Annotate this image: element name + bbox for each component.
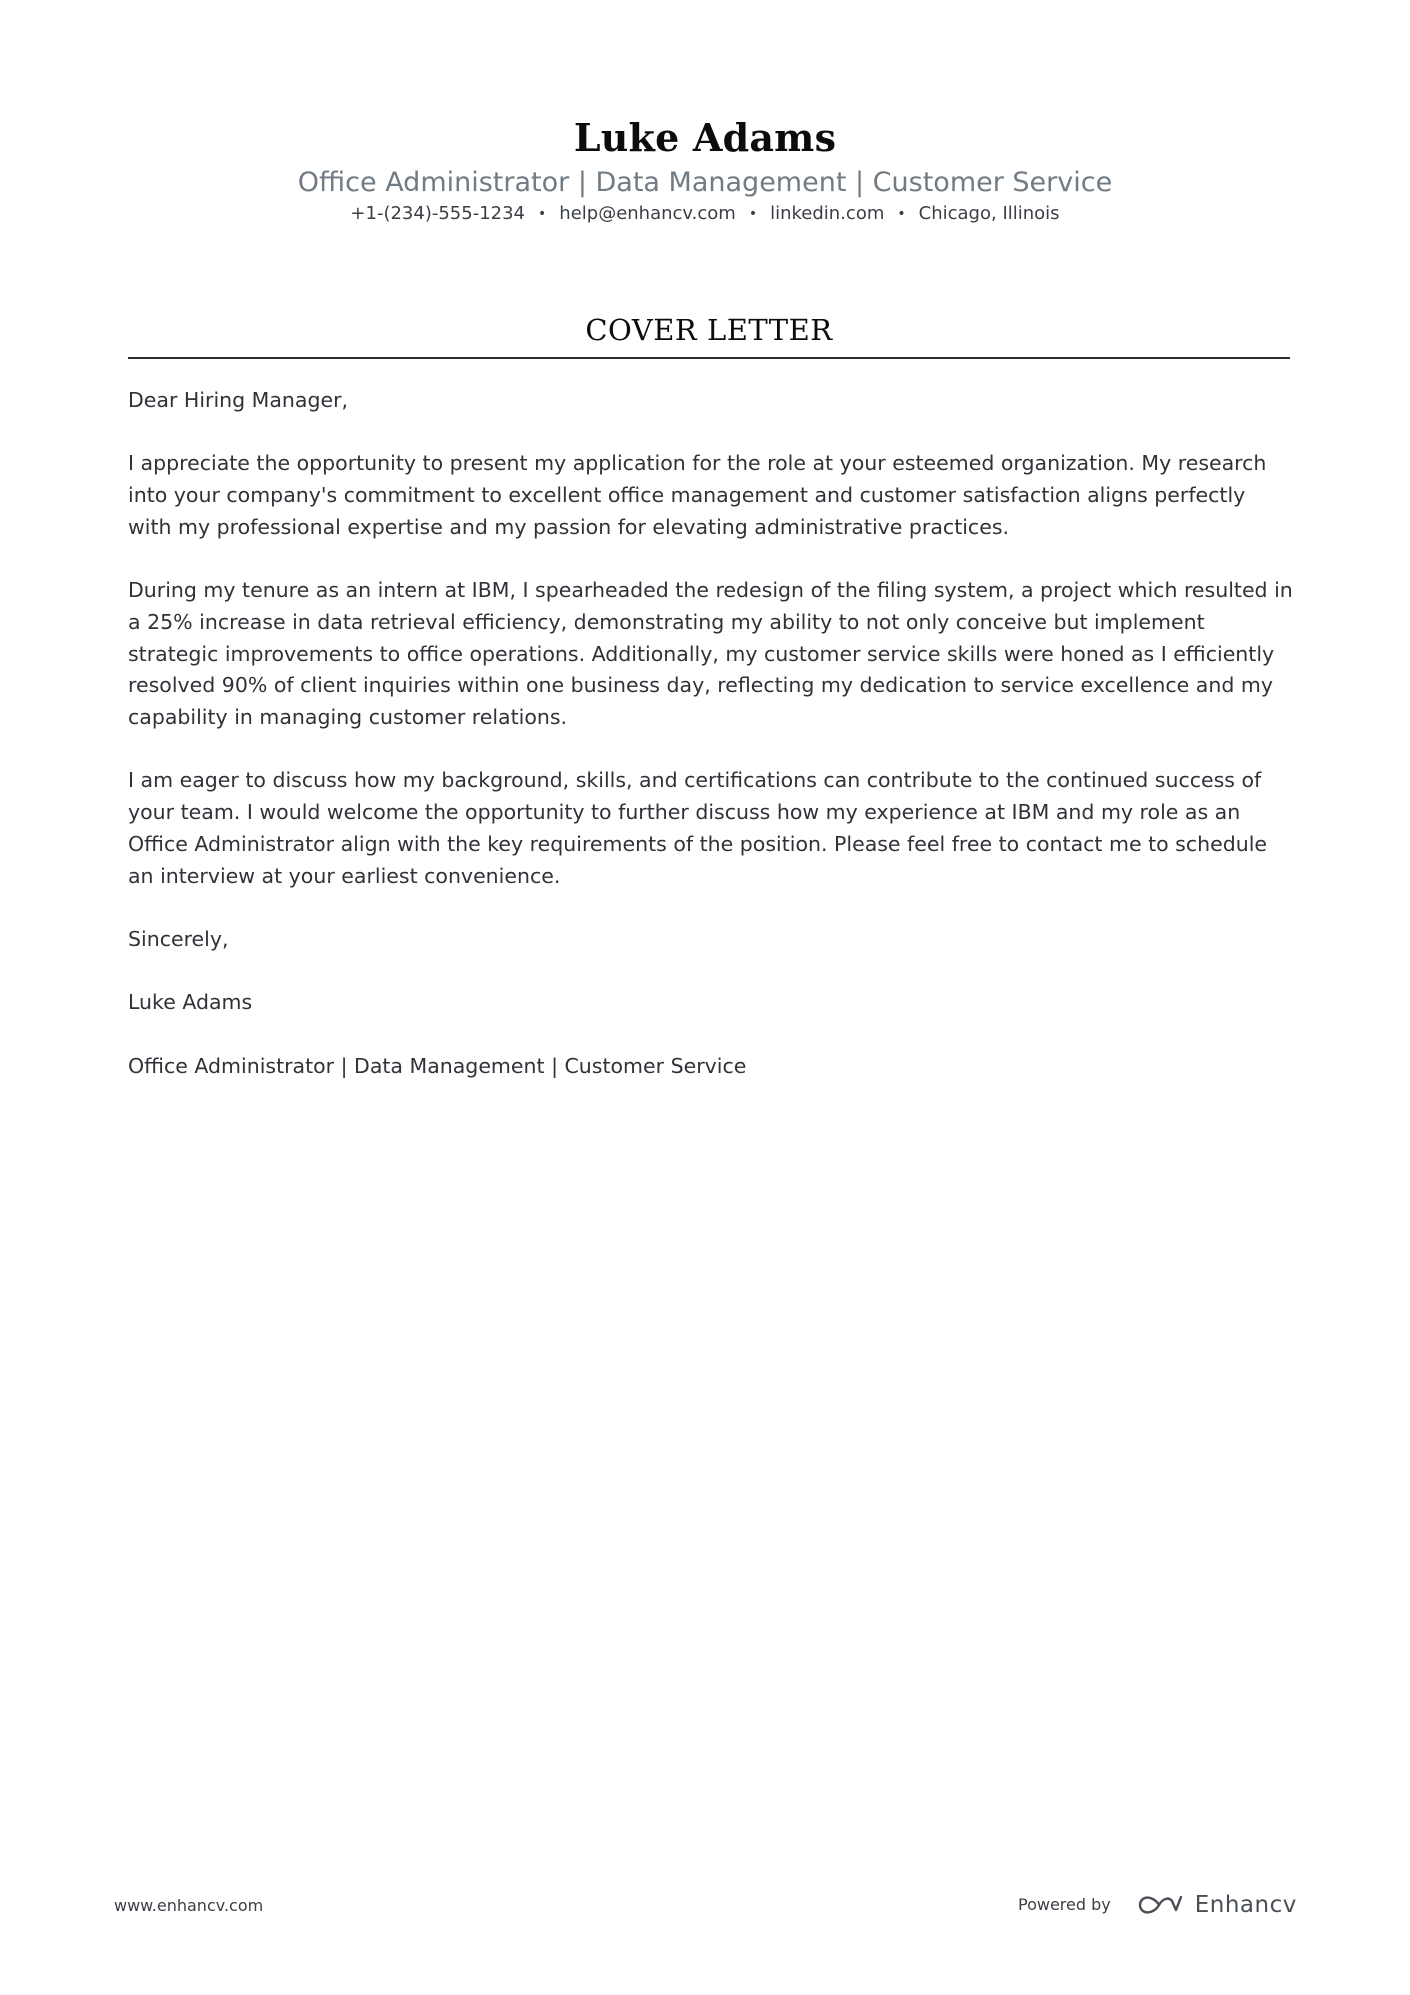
resume-header (0, 112, 1410, 227)
powered-by-label: Powered by (1018, 1895, 1111, 1914)
footer-website-link[interactable]: www.enhancv.com (114, 1896, 264, 1915)
contact-separator: • (748, 206, 758, 222)
applicant-name: Luke Adams (573, 115, 837, 160)
letter-greeting: Dear Hiring Manager, (128, 388, 349, 412)
letter-paragraph: During my tenure as an intern at IBM, I spearheaded the redesign of the filing system, a project which resulted in a 25% increase in data retrieval efficiency, demonstrating my ability to not only conceive but implement strategic improvements to office operations. Additionally, my customer service skills were honed as I efficiently resolved 90% of client inquiries within one business day, reflecting my dedication to service excellence and my capability in managing customer relations. (128, 578, 1293, 729)
section-title: COVER LETTER (585, 313, 833, 347)
contact-separator: • (897, 206, 906, 222)
contact-separator: • (538, 206, 547, 222)
signature-title: Office Administrator | Data Management | Customer Service (128, 1053, 747, 1078)
contact-info (0, 202, 1410, 227)
letter-paragraph: I appreciate the opportunity to present my application for the role at your esteemed organization. My research into your company's commitment to excellent office management and customer satisfaction aligns perfectly with my professional expertise and my passion for elevating administrative practices. (128, 451, 1267, 539)
letter-paragraph: I am eager to discuss how my background, skills, and certifications can contribute to the continued success of your team. I would welcome the opportunity to further discuss how my experience at IBM and my role as an Office Administrator align with the key requirements of the position. Please feel free to contact me to schedule an interview at your earliest convenience. (128, 768, 1268, 888)
letter-closing: Sincerely, (128, 926, 229, 951)
contact-email[interactable]: help@enhancv.com (559, 203, 736, 224)
contact-phone: +1-(234)-555-1234 (350, 203, 526, 224)
letter-body (128, 385, 1293, 1114)
enhancv-brand: Enhancv (1194, 1892, 1297, 1918)
signature-name: Luke Adams (128, 990, 253, 1015)
applicant-headline: Office Administrator | Data Management | Customer Service (297, 167, 1113, 198)
contact-location: Chicago, Illinois (918, 203, 1060, 224)
powered-by (1018, 1891, 1297, 1919)
contact-linkedin[interactable]: linkedin.com (770, 203, 885, 224)
enhancv-logo-icon (1137, 1893, 1183, 1917)
section-divider (128, 357, 1290, 359)
